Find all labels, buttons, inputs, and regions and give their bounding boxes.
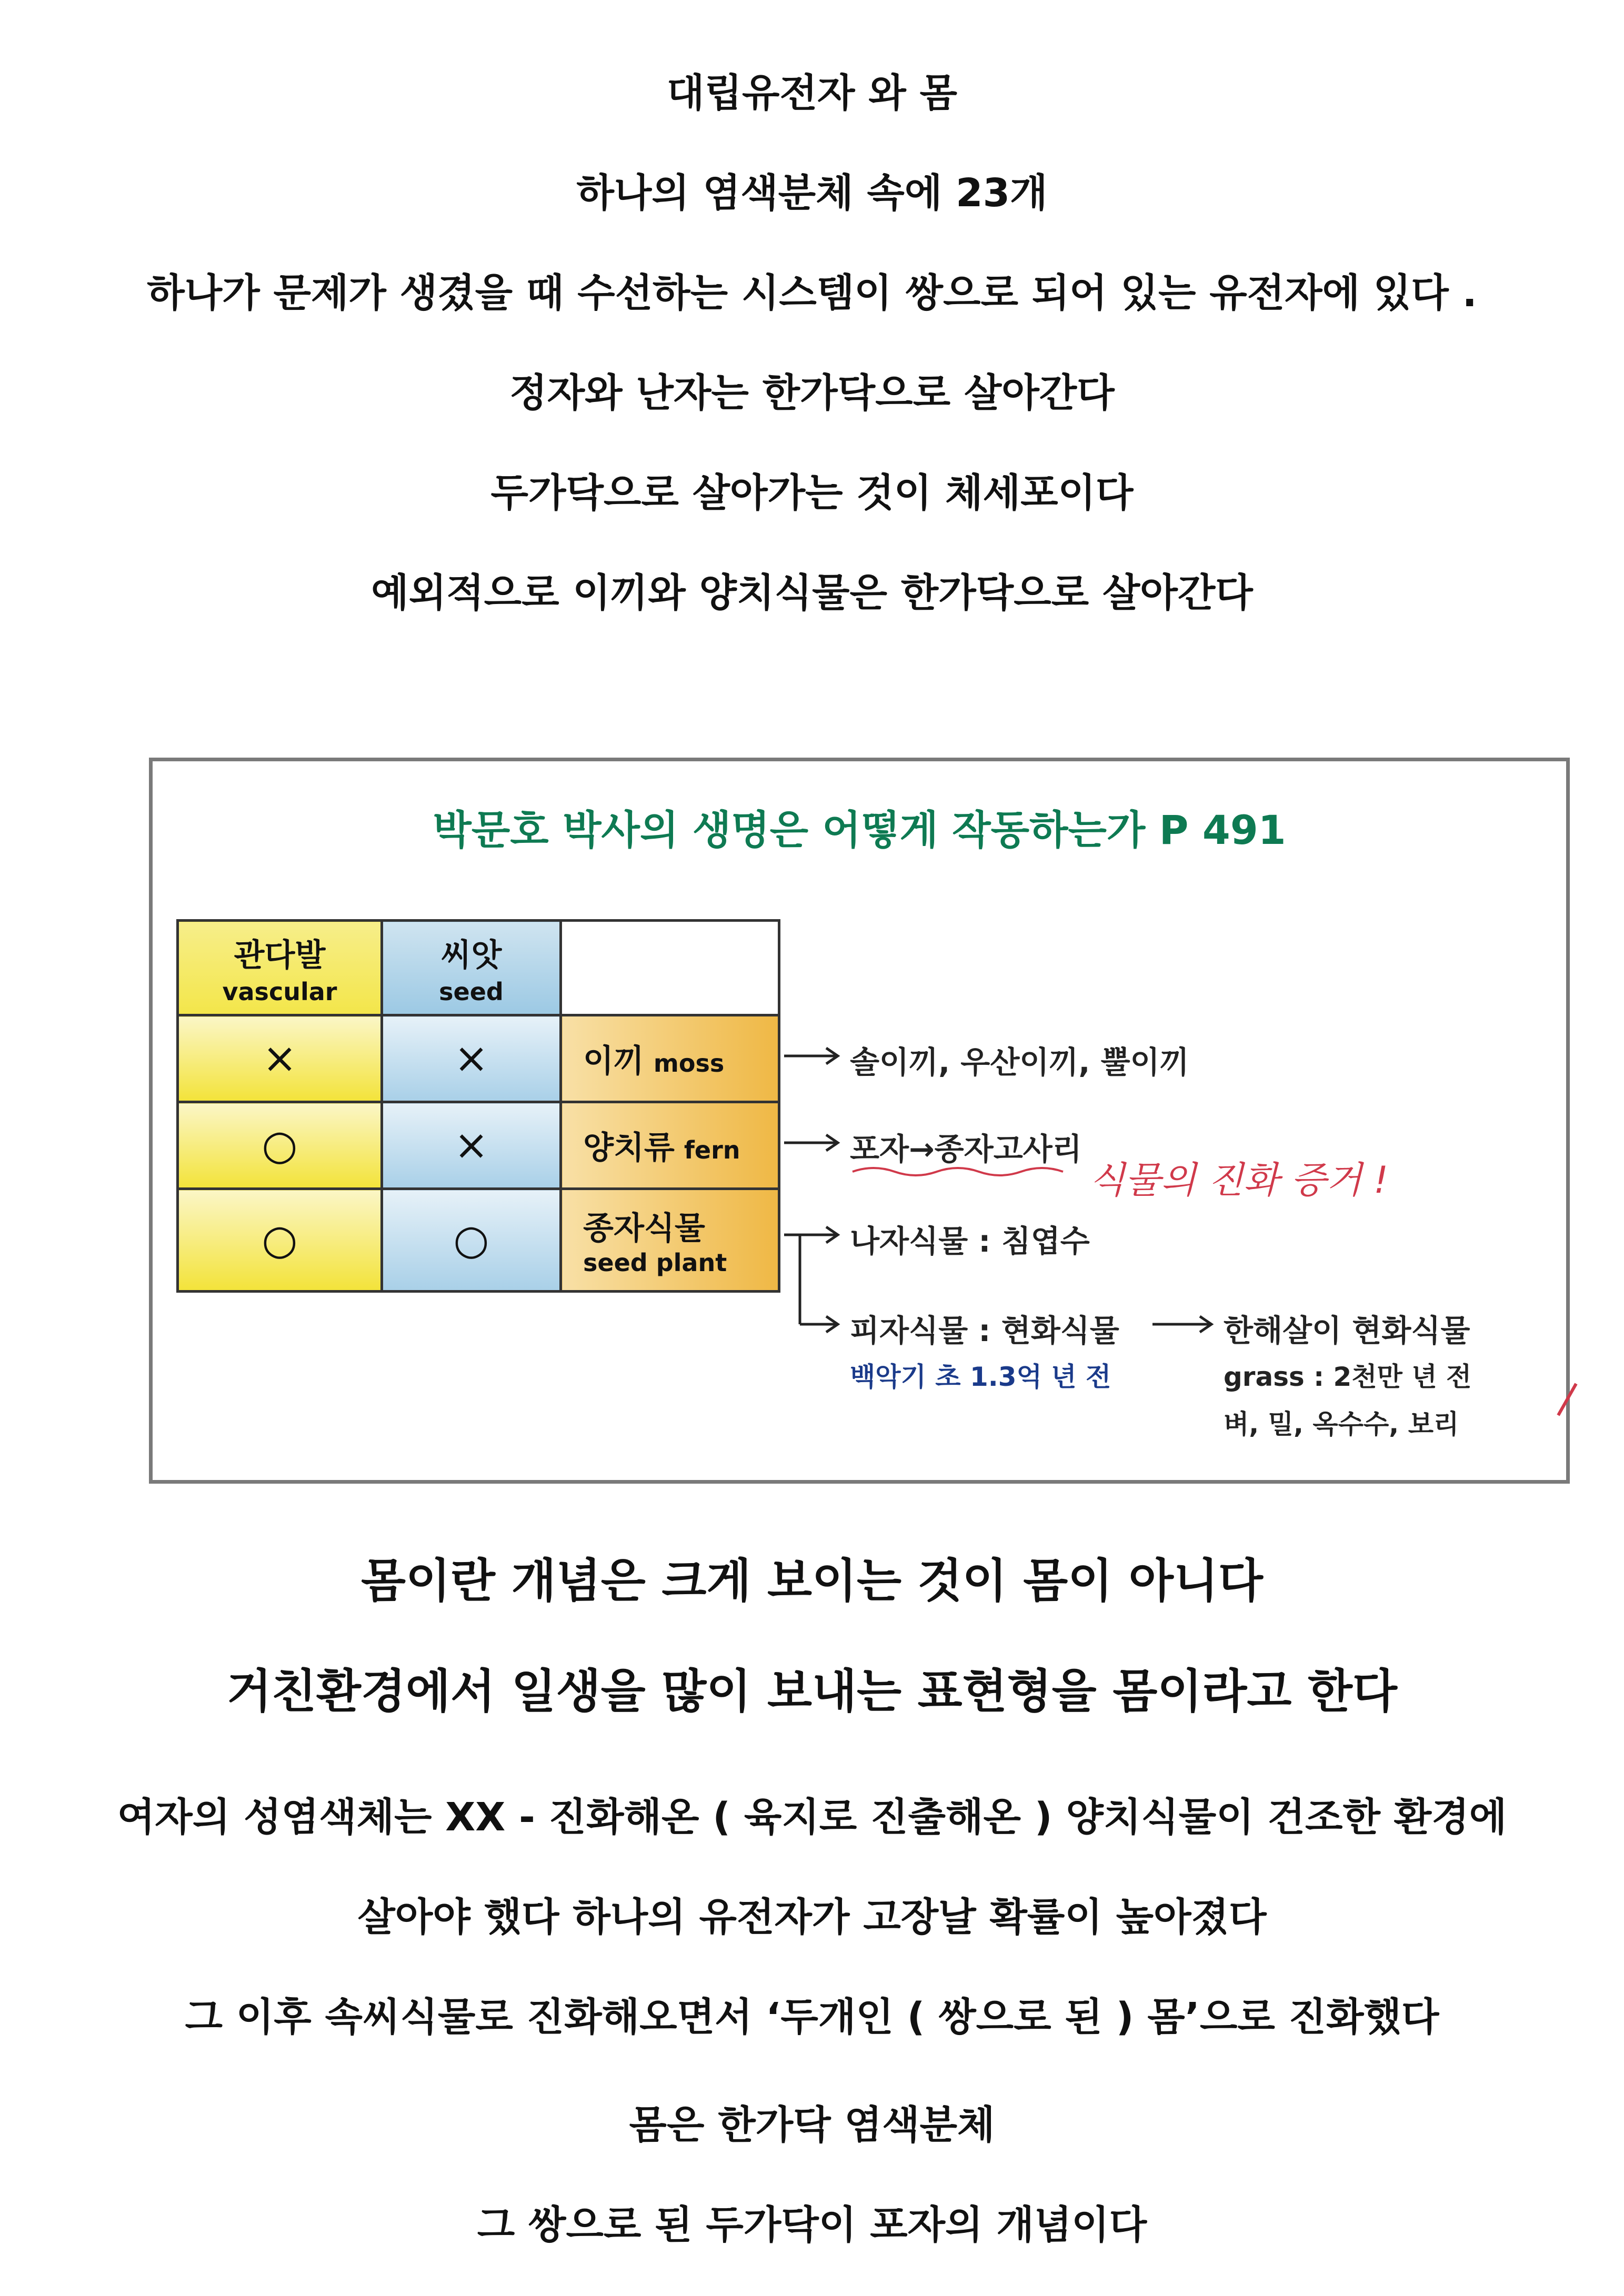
emphasis-line-1: 몸이란 개념은 크게 보이는 것이 몸이 아니다 — [361, 1554, 1263, 1608]
bottom-line-4: 몸은 한가닥 염색분체 — [629, 2102, 995, 2148]
text-line-3: 정자와 난자는 한가닥으로 살아간다 — [509, 370, 1115, 416]
title-line: 대립유전자 와 몸 — [667, 71, 957, 116]
flow-fern: 포자→종자고사리 — [850, 1131, 1082, 1167]
figure-caption: 박문호 박사의 생명은 어떻게 작동하는가 P 491 — [433, 807, 1286, 853]
classification-figure — [149, 758, 1570, 1484]
flow-grass: 한해살이 현화식물 — [1224, 1313, 1470, 1348]
bottom-line-2: 살아야 했다 하나의 유전자가 고장날 확률이 높아졌다 — [357, 1895, 1267, 1940]
bottom-line-5: 그 쌍으로 된 두가닥이 포자의 개념이다 — [477, 2202, 1147, 2248]
cross-icon: × — [454, 1122, 489, 1169]
red-check-mark — [1555, 1378, 1587, 1421]
cell-name-moss: 이끼 moss — [561, 1015, 779, 1102]
header-vascular: 관다발 vascular — [178, 921, 382, 1015]
circle-icon: ○ — [453, 1216, 489, 1264]
flow-grass-examples: 벼, 밀, 옥수수, 보리 — [1224, 1409, 1459, 1439]
header-seed: 씨앗 seed — [382, 921, 561, 1015]
circle-icon: ○ — [262, 1122, 298, 1169]
bottom-line-1: 여자의 성염색체는 XX - 진화해온 ( 육지로 진출해온 ) 양치식물이 건조한 환경에 — [117, 1795, 1507, 1840]
flow-grass-note: grass : 2천만 년 전 — [1224, 1362, 1472, 1392]
circle-icon: ○ — [262, 1216, 298, 1264]
bottom-line-3: 그 이후 속씨식물로 진화해오면서 ‘두개인 ( 쌍으로 된 ) 몸’으로 진화했다 — [185, 1995, 1439, 2040]
text-line-5: 예외적으로 이끼와 양치식물은 한가닥으로 살아간다 — [371, 570, 1253, 616]
text-line-1: 하나의 염색분체 속에 23개 — [576, 170, 1048, 216]
cross-icon: × — [262, 1035, 297, 1082]
text-line-4: 두가닥으로 살아가는 것이 체세포이다 — [490, 470, 1134, 516]
cell-name-seed-plant: 종자식물 seed plant — [561, 1189, 779, 1292]
handwritten-underline — [853, 1168, 1063, 1175]
handwritten-note: 식물의 진화 증거 ! — [1089, 1159, 1389, 1202]
flow-gymnosperm: 나자식물 : 침엽수 — [850, 1223, 1090, 1259]
flow-moss-examples: 솔이끼, 우산이끼, 뿔이끼 — [850, 1044, 1189, 1080]
flow-angiosperm: 피자식물 : 현화식물 — [850, 1313, 1119, 1348]
cross-icon: × — [454, 1035, 489, 1082]
flow-angio-note: 백악기 초 1.3억 년 전 — [850, 1362, 1111, 1392]
emphasis-line-2: 거친환경에서 일생을 많이 보내는 표현형을 몸이라고 한다 — [226, 1664, 1397, 1718]
cell-name-fern: 양치류 fern — [561, 1102, 779, 1189]
text-line-2: 하나가 문제가 생겼을 때 수선하는 시스템이 쌍으로 되어 있는 유전자에 있다 . — [147, 270, 1477, 316]
